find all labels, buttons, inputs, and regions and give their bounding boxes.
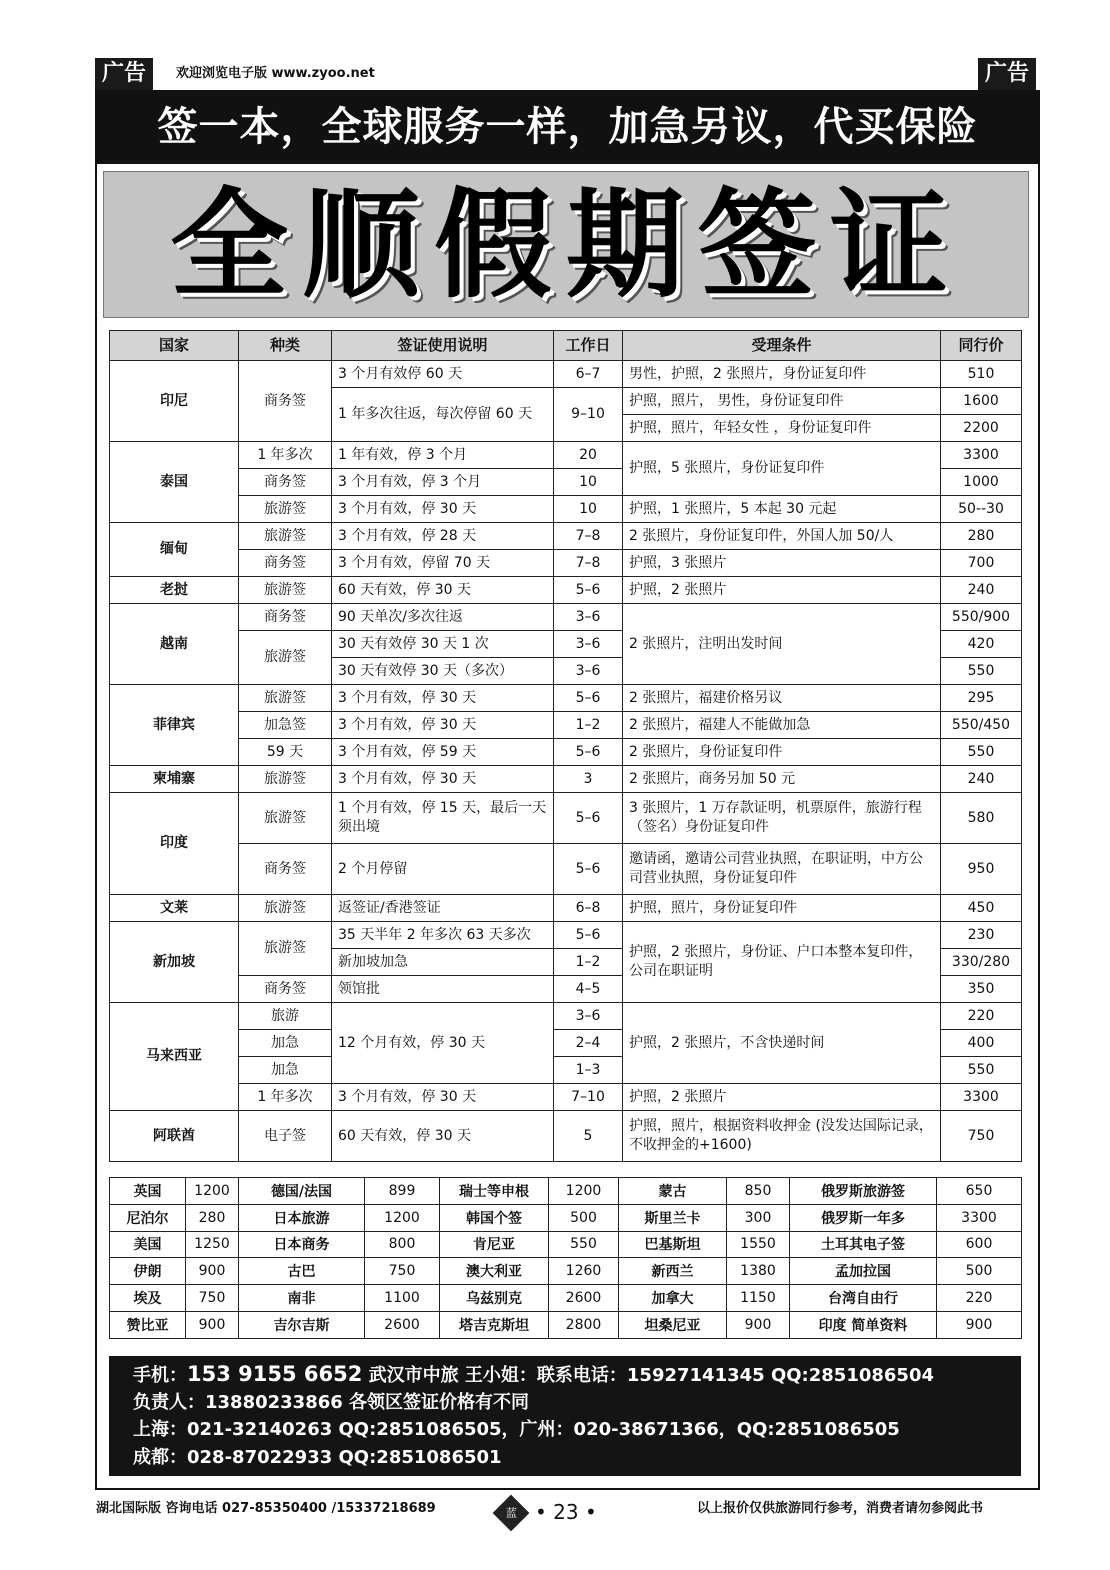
usage-cell: 1 年有效，停 3 个月 — [332, 442, 554, 469]
type-cell: 商务签 — [239, 550, 332, 577]
conditions-cell: 护照，2 张照片，身份证、户口本整本复印件，公司在职证明 — [623, 922, 941, 1003]
country-name: 俄罗斯旅游签 — [790, 1178, 937, 1205]
slogan: 签一本，全球服务一样，加急另议，代买保险 — [95, 90, 1040, 164]
price-value: 300 — [727, 1204, 790, 1231]
table-row — [110, 739, 1022, 766]
country-name: 埃及 — [110, 1285, 186, 1312]
days-cell: 10 — [554, 496, 623, 523]
usage-cell: 3 个月有效，停 30 天 — [332, 1084, 554, 1111]
price-cell: 1600 — [941, 388, 1022, 415]
conditions-cell: 2 张照片，注明出发时间 — [623, 604, 941, 685]
usage-cell: 60 天有效，停 30 天 — [332, 577, 554, 604]
price-cell: 3300 — [941, 1084, 1022, 1111]
type-cell: 旅游签 — [239, 496, 332, 523]
days-cell: 5–6 — [554, 739, 623, 766]
price-value: 1200 — [186, 1178, 239, 1205]
days-cell: 1–2 — [554, 949, 623, 976]
country-name: 日本商务 — [239, 1231, 365, 1258]
table-row — [110, 1084, 1022, 1111]
price-cell: 950 — [941, 844, 1022, 895]
price-value: 650 — [937, 1178, 1022, 1205]
conditions-cell: 2 张照片，商务另加 50 元 — [623, 766, 941, 793]
conditions-cell: 护照，3 张照片 — [623, 550, 941, 577]
country-name: 俄罗斯一年多 — [790, 1204, 937, 1231]
table-row — [110, 793, 1022, 844]
country-cell: 印尼 — [110, 361, 239, 442]
contact-line-chengdu: 成都：028-87022933 QQ:2851086501 — [133, 1446, 502, 1468]
country-cell: 老挝 — [110, 577, 239, 604]
type-cell: 1 年多次 — [239, 1084, 332, 1111]
table-row — [110, 577, 1022, 604]
table-row — [110, 712, 1022, 739]
country-name: 吉尔吉斯 — [239, 1311, 365, 1338]
days-cell: 5 — [554, 1111, 623, 1162]
conditions-cell: 护照，照片，年轻女性 ，身份证复印件 — [623, 415, 941, 442]
conditions-cell: 护照，照片，身份证复印件 — [623, 895, 941, 922]
price-cell: 330/280 — [941, 949, 1022, 976]
price-cell: 420 — [941, 631, 1022, 658]
country-name: 斯里兰卡 — [619, 1204, 727, 1231]
usage-cell: 12 个月有效，停 30 天 — [332, 1003, 554, 1084]
country-cell: 泰国 — [110, 442, 239, 523]
table-row — [110, 523, 1022, 550]
days-cell: 20 — [554, 442, 623, 469]
usage-cell: 3 个月有效，停 30 天 — [332, 496, 554, 523]
price-value: 900 — [186, 1311, 239, 1338]
table-row — [110, 1111, 1022, 1162]
welcome-text: 欢迎浏览电子版 www.zyoo.net — [176, 66, 375, 81]
country-name: 德国/法国 — [239, 1178, 365, 1205]
price-cell: 280 — [941, 523, 1022, 550]
country-name: 肯尼亚 — [440, 1231, 549, 1258]
contact-line-manager: 负责人：13880233866 各领区签证价格有不同 — [133, 1391, 530, 1413]
usage-cell: 新加坡加急 — [332, 949, 554, 976]
price-value: 899 — [365, 1178, 440, 1205]
table-row — [110, 1204, 1022, 1231]
usage-cell: 返签证/香港签证 — [332, 895, 554, 922]
country-name: 加拿大 — [619, 1285, 727, 1312]
days-cell: 1–3 — [554, 1057, 623, 1084]
country-name: 尼泊尔 — [110, 1204, 186, 1231]
table-row — [110, 1258, 1022, 1285]
type-cell: 商务签 — [239, 604, 332, 631]
footer-disclaimer: 以上报价仅供旅游同行参考，消费者请勿参阅此书 — [697, 1501, 984, 1516]
price-cell: 295 — [941, 685, 1022, 712]
country-cell: 文莱 — [110, 895, 239, 922]
table-row — [110, 844, 1022, 895]
price-cell: 230 — [941, 922, 1022, 949]
days-cell: 7–8 — [554, 550, 623, 577]
country-cell: 越南 — [110, 604, 239, 685]
conditions-cell: 2 张照片，福建价格另议 — [623, 685, 941, 712]
usage-cell: 30 天有效停 30 天 1 次 — [332, 631, 554, 658]
price-value: 1380 — [727, 1258, 790, 1285]
usage-cell: 35 天半年 2 年多次 63 天多次 — [332, 922, 554, 949]
contact-line-shanghai-guangzhou: 上海：021-32140263 QQ:2851086505，广州：020-38671366，QQ:2851086505 — [133, 1419, 900, 1440]
table-header-row — [110, 331, 1022, 361]
country-name: 孟加拉国 — [790, 1258, 937, 1285]
conditions-cell: 3 张照片，1 万存款证明，机票原件，旅游行程（签名）身份证复印件 — [623, 793, 941, 844]
price-value: 280 — [186, 1204, 239, 1231]
price-value: 900 — [186, 1258, 239, 1285]
type-cell: 旅游签 — [239, 577, 332, 604]
country-name: 蒙古 — [619, 1178, 727, 1205]
price-value: 900 — [727, 1311, 790, 1338]
footer-publisher: 湖北国际版 咨询电话 027-85350400 /15337218689 — [96, 1501, 436, 1516]
table-row — [110, 442, 1022, 469]
table-row — [110, 604, 1022, 631]
contact-box — [109, 1356, 1021, 1476]
type-cell: 商务签 — [239, 469, 332, 496]
country-cell: 印度 — [110, 793, 239, 895]
days-cell: 6–8 — [554, 895, 623, 922]
price-cell: 550 — [941, 1057, 1022, 1084]
country-name: 印度 简单资料 — [790, 1311, 937, 1338]
country-name: 日本旅游 — [239, 1204, 365, 1231]
title-banner — [103, 171, 1029, 318]
table-row — [110, 895, 1022, 922]
usage-cell: 1 个月有效，停 15 天，最后一天须出境 — [332, 793, 554, 844]
price-cell: 220 — [941, 1003, 1022, 1030]
days-cell: 3–6 — [554, 604, 623, 631]
country-name: 乌兹别克 — [440, 1285, 549, 1312]
days-cell: 3–6 — [554, 631, 623, 658]
header-usage: 签证使用说明 — [332, 331, 554, 361]
days-cell: 7–10 — [554, 1084, 623, 1111]
price-cell: 550/900 — [941, 604, 1022, 631]
days-cell: 3–6 — [554, 1003, 623, 1030]
usage-cell: 3 个月有效停 60 天 — [332, 361, 554, 388]
price-value: 1150 — [727, 1285, 790, 1312]
price-cell: 1000 — [941, 469, 1022, 496]
type-cell: 旅游签 — [239, 766, 332, 793]
country-cell: 新加坡 — [110, 922, 239, 1003]
country-name: 古巴 — [239, 1258, 365, 1285]
header-price: 同行价 — [941, 331, 1022, 361]
type-cell: 旅游签 — [239, 631, 332, 685]
header-country: 国家 — [110, 331, 239, 361]
type-cell: 加急 — [239, 1030, 332, 1057]
country-cell: 缅甸 — [110, 523, 239, 577]
usage-cell: 3 个月有效，停 3 个月 — [332, 469, 554, 496]
price-cell: 350 — [941, 976, 1022, 1003]
conditions-cell: 护照，5 张照片，身份证复印件 — [623, 442, 941, 496]
country-name: 瑞士等申根 — [440, 1178, 549, 1205]
price-value: 2600 — [549, 1285, 619, 1312]
country-name: 土耳其电子签 — [790, 1231, 937, 1258]
visa-table — [109, 330, 1022, 1162]
price-cell: 510 — [941, 361, 1022, 388]
type-cell: 旅游签 — [239, 523, 332, 550]
usage-cell: 90 天单次/多次往返 — [332, 604, 554, 631]
country-cell: 柬埔寨 — [110, 766, 239, 793]
other-countries-table — [109, 1177, 1022, 1339]
country-name: 韩国个签 — [440, 1204, 549, 1231]
days-cell: 10 — [554, 469, 623, 496]
conditions-cell: 2 张照片，身份证复印件，外国人加 50/人 — [623, 523, 941, 550]
country-name: 新西兰 — [619, 1258, 727, 1285]
price-cell: 400 — [941, 1030, 1022, 1057]
type-cell: 59 天 — [239, 739, 332, 766]
days-cell: 5–6 — [554, 685, 623, 712]
table-row — [110, 766, 1022, 793]
price-value: 850 — [727, 1178, 790, 1205]
conditions-cell: 护照，1 张照片，5 本起 30 元起 — [623, 496, 941, 523]
table-row — [110, 1003, 1022, 1030]
country-name: 南非 — [239, 1285, 365, 1312]
price-value: 1550 — [727, 1231, 790, 1258]
type-cell: 商务签 — [239, 976, 332, 1003]
price-cell: 700 — [941, 550, 1022, 577]
table-row — [110, 496, 1022, 523]
country-name: 英国 — [110, 1178, 186, 1205]
days-cell: 9–10 — [554, 388, 623, 442]
usage-cell: 3 个月有效，停 30 天 — [332, 766, 554, 793]
usage-cell: 2 个月停留 — [332, 844, 554, 895]
price-value: 750 — [186, 1285, 239, 1312]
page-mark-text: 蓝 — [505, 1506, 517, 1519]
price-value: 1260 — [549, 1258, 619, 1285]
price-value: 550 — [549, 1231, 619, 1258]
price-value: 2800 — [549, 1311, 619, 1338]
price-cell: 450 — [941, 895, 1022, 922]
country-name: 台湾自由行 — [790, 1285, 937, 1312]
page-title: 全顺假期签证 — [169, 175, 962, 314]
country-name: 坦桑尼亚 — [619, 1311, 727, 1338]
type-cell: 旅游签 — [239, 685, 332, 712]
table-row — [110, 361, 1022, 388]
conditions-cell: 护照，2 张照片，不含快递时间 — [623, 1003, 941, 1084]
country-name: 赞比亚 — [110, 1311, 186, 1338]
days-cell: 1–2 — [554, 712, 623, 739]
table-row — [110, 685, 1022, 712]
conditions-cell: 护照，2 张照片 — [623, 1084, 941, 1111]
header-conditions: 受理条件 — [623, 331, 941, 361]
price-cell: 50--30 — [941, 496, 1022, 523]
table-row — [110, 1311, 1022, 1338]
ad-label-right: 广告 — [978, 58, 1036, 90]
conditions-cell: 护照，照片，根据资料收押金 (没发达国际记录，不收押金的+1600) — [623, 1111, 941, 1162]
header-days: 工作日 — [554, 331, 623, 361]
price-value: 2600 — [365, 1311, 440, 1338]
usage-cell: 30 天有效停 30 天（多次） — [332, 658, 554, 685]
price-value: 3300 — [937, 1204, 1022, 1231]
price-cell: 750 — [941, 1111, 1022, 1162]
country-name: 澳大利亚 — [440, 1258, 549, 1285]
conditions-cell: 2 张照片，福建人不能做加急 — [623, 712, 941, 739]
usage-cell: 60 天有效，停 30 天 — [332, 1111, 554, 1162]
mobile-label: 手机： — [133, 1365, 187, 1386]
table-row — [110, 1178, 1022, 1205]
type-cell: 旅游 — [239, 1003, 332, 1030]
days-cell: 5–6 — [554, 577, 623, 604]
days-cell: 2–4 — [554, 1030, 623, 1057]
type-cell: 电子签 — [239, 1111, 332, 1162]
price-cell: 550 — [941, 739, 1022, 766]
price-value: 800 — [365, 1231, 440, 1258]
price-value: 500 — [549, 1204, 619, 1231]
conditions-cell: 男性，护照，2 张照片，身份证复印件 — [623, 361, 941, 388]
usage-cell: 领馆批 — [332, 976, 554, 1003]
page-mark-icon — [493, 1495, 530, 1532]
ad-label-left: 广告 — [95, 58, 153, 90]
days-cell: 5–6 — [554, 793, 623, 844]
type-cell: 商务签 — [239, 844, 332, 895]
country-cell: 菲律宾 — [110, 685, 239, 766]
type-cell: 商务签 — [239, 361, 332, 442]
usage-cell: 3 个月有效，停 28 天 — [332, 523, 554, 550]
type-cell: 旅游签 — [239, 895, 332, 922]
country-cell: 马来西亚 — [110, 1003, 239, 1111]
days-cell: 3 — [554, 766, 623, 793]
contact-phone-info: 武汉市中旅 王小姐：联系电话：15927141345 QQ:2851086504 — [368, 1365, 934, 1386]
usage-cell: 3 个月有效，停 59 天 — [332, 739, 554, 766]
price-cell: 550 — [941, 658, 1022, 685]
country-name: 伊朗 — [110, 1258, 186, 1285]
type-cell: 加急签 — [239, 712, 332, 739]
price-value: 750 — [365, 1258, 440, 1285]
price-cell: 580 — [941, 793, 1022, 844]
type-cell: 1 年多次 — [239, 442, 332, 469]
mobile-number: 153 9155 6652 — [187, 1362, 363, 1386]
usage-cell: 3 个月有效，停 30 天 — [332, 712, 554, 739]
usage-cell: 3 个月有效，停 30 天 — [332, 685, 554, 712]
price-value: 900 — [937, 1311, 1022, 1338]
price-value: 220 — [937, 1285, 1022, 1312]
days-cell: 5–6 — [554, 922, 623, 949]
country-name: 巴基斯坦 — [619, 1231, 727, 1258]
table-row — [110, 922, 1022, 949]
table-row — [110, 1231, 1022, 1258]
type-cell: 旅游签 — [239, 922, 332, 976]
price-value: 1100 — [365, 1285, 440, 1312]
contact-line-mobile — [133, 1361, 1021, 1389]
days-cell: 4–5 — [554, 976, 623, 1003]
table-row — [110, 550, 1022, 577]
conditions-cell: 2 张照片，身份证复印件 — [623, 739, 941, 766]
type-cell: 加急 — [239, 1057, 332, 1084]
conditions-cell: 护照，照片， 男性，身份证复印件 — [623, 388, 941, 415]
days-cell: 5–6 — [554, 844, 623, 895]
conditions-cell: 护照，2 张照片 — [623, 577, 941, 604]
price-value: 600 — [937, 1231, 1022, 1258]
price-cell: 3300 — [941, 442, 1022, 469]
price-cell: 2200 — [941, 415, 1022, 442]
usage-cell: 1 年多次往返，每次停留 60 天 — [332, 388, 554, 442]
conditions-cell: 邀请函，邀请公司营业执照，在职证明，中方公司营业执照，身份证复印件 — [623, 844, 941, 895]
header-type: 种类 — [239, 331, 332, 361]
price-value: 1200 — [549, 1178, 619, 1205]
price-cell: 240 — [941, 577, 1022, 604]
price-value: 1250 — [186, 1231, 239, 1258]
days-cell: 3–6 — [554, 658, 623, 685]
price-cell: 550/450 — [941, 712, 1022, 739]
price-value: 500 — [937, 1258, 1022, 1285]
country-name: 美国 — [110, 1231, 186, 1258]
page-number: • 23 • — [535, 1500, 597, 1524]
days-cell: 7–8 — [554, 523, 623, 550]
price-cell: 240 — [941, 766, 1022, 793]
usage-cell: 3 个月有效，停留 70 天 — [332, 550, 554, 577]
country-name: 塔吉克斯坦 — [440, 1311, 549, 1338]
price-value: 1200 — [365, 1204, 440, 1231]
days-cell: 6–7 — [554, 361, 623, 388]
type-cell: 旅游签 — [239, 793, 332, 844]
table-row — [110, 1285, 1022, 1312]
country-cell: 阿联酋 — [110, 1111, 239, 1162]
